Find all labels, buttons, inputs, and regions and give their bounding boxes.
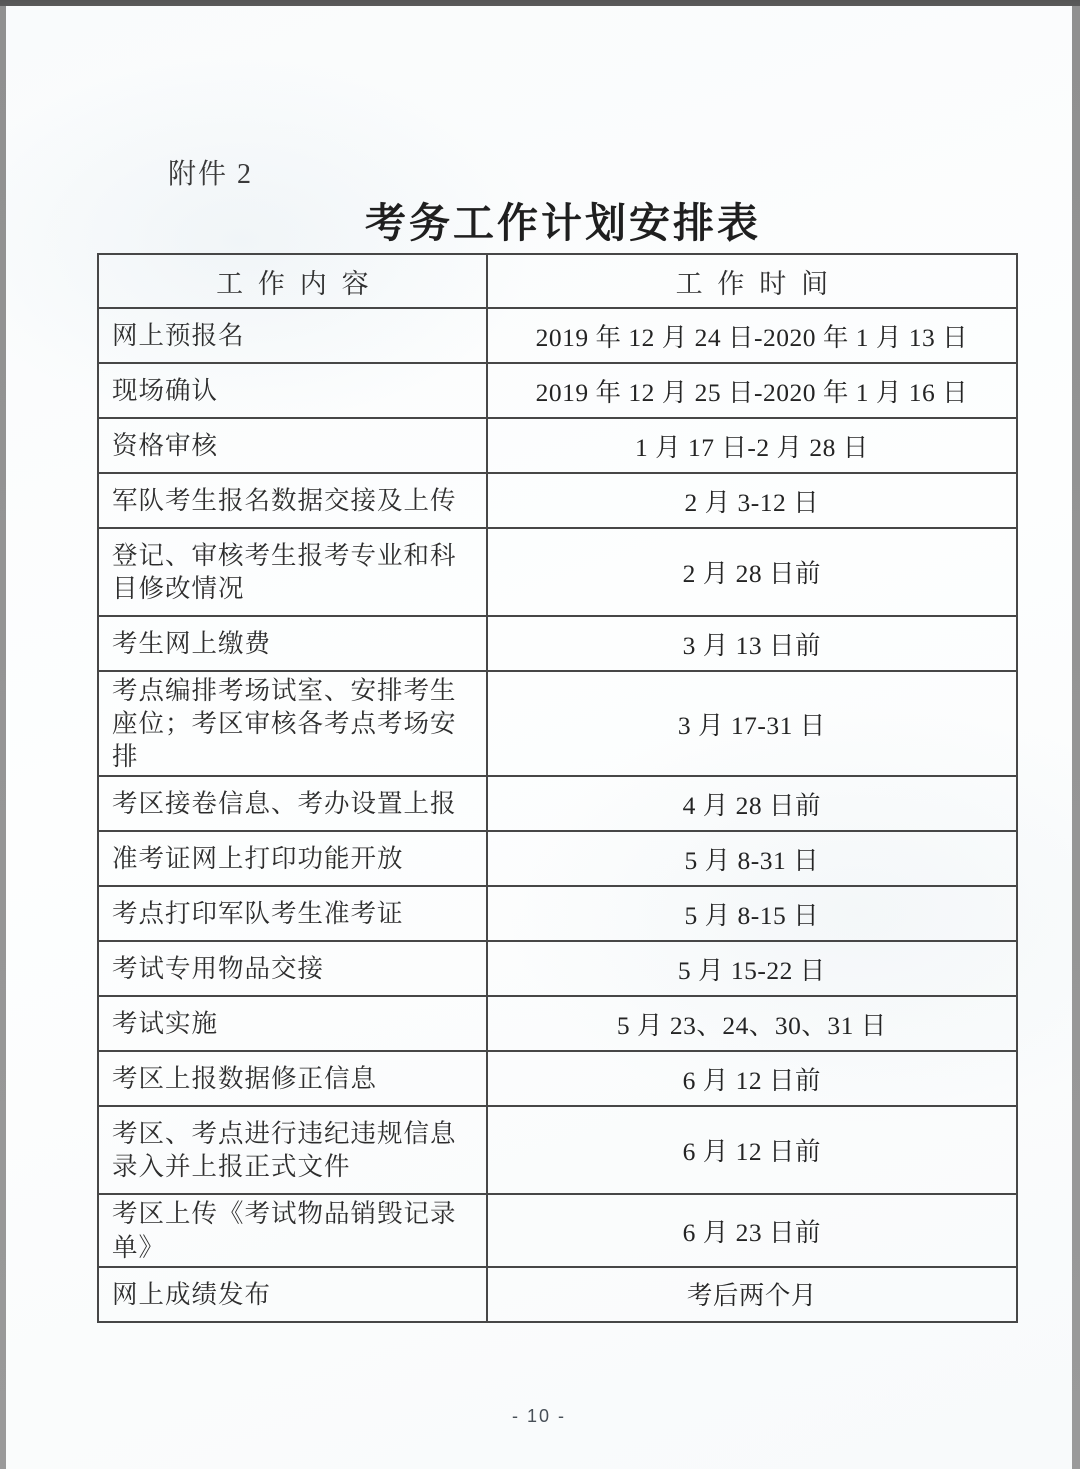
work-content-cell: 准考证网上打印功能开放	[98, 831, 487, 886]
table-row	[98, 996, 1017, 1051]
work-time-cell: 2 月 28 日前	[487, 528, 1017, 616]
work-content-cell: 考试专用物品交接	[98, 941, 487, 996]
table-row	[98, 1267, 1017, 1322]
work-time-cell: 5 月 15-22 日	[487, 941, 1017, 996]
attachment-label: 附件 2	[168, 159, 254, 190]
page-title: 考务工作计划安排表	[365, 200, 761, 246]
work-content-cell: 考点打印军队考生准考证	[98, 886, 487, 941]
table-row	[98, 941, 1017, 996]
work-content-cell: 考区接卷信息、考办设置上报	[98, 776, 487, 831]
work-time-cell: 5 月 8-31 日	[487, 831, 1017, 886]
work-time-cell: 2 月 3-12 日	[487, 473, 1017, 528]
table-row	[98, 528, 1017, 616]
work-content-cell: 考区上传《考试物品销毁记录单》	[98, 1194, 487, 1266]
work-time-cell: 6 月 23 日前	[487, 1194, 1017, 1266]
work-time-cell: 3 月 17-31 日	[487, 671, 1017, 776]
table-row	[98, 418, 1017, 473]
table-row	[98, 776, 1017, 831]
work-time-cell: 考后两个月	[487, 1267, 1017, 1322]
work-content-cell: 考生网上缴费	[98, 616, 487, 671]
table-row	[98, 473, 1017, 528]
work-content-cell: 现场确认	[98, 363, 487, 418]
work-content-cell: 网上预报名	[98, 308, 487, 363]
page-number: - 10 -	[511, 1406, 566, 1426]
work-time-cell: 5 月 8-15 日	[487, 886, 1017, 941]
work-time-cell: 4 月 28 日前	[487, 776, 1017, 831]
work-content-cell: 网上成绩发布	[98, 1267, 487, 1322]
work-content-cell: 考区、考点进行违纪违规信息录入并上报正式文件	[98, 1106, 487, 1194]
work-time-cell: 2019 年 12 月 24 日-2020 年 1 月 13 日	[487, 308, 1017, 363]
schedule-table	[97, 253, 1018, 1323]
work-content-cell: 军队考生报名数据交接及上传	[98, 473, 487, 528]
table-row	[98, 671, 1017, 776]
work-time-cell: 5 月 23、24、30、31 日	[487, 996, 1017, 1051]
work-content-cell: 登记、审核考生报考专业和科目修改情况	[98, 528, 487, 616]
table-row	[98, 1051, 1017, 1106]
work-content-cell: 考区上报数据修正信息	[98, 1051, 487, 1106]
table-row	[98, 363, 1017, 418]
column-header-content: 工作内容	[98, 254, 487, 308]
work-time-cell: 6 月 12 日前	[487, 1051, 1017, 1106]
table-row	[98, 616, 1017, 671]
table-header-row	[98, 254, 1017, 308]
work-time-cell: 3 月 13 日前	[487, 616, 1017, 671]
work-time-cell: 6 月 12 日前	[487, 1106, 1017, 1194]
column-header-time: 工作时间	[487, 254, 1017, 308]
table-row	[98, 886, 1017, 941]
table-row	[98, 308, 1017, 363]
document-page	[6, 6, 1072, 1469]
work-content-cell: 考试实施	[98, 996, 487, 1051]
table-row	[98, 831, 1017, 886]
work-time-cell: 2019 年 12 月 25 日-2020 年 1 月 16 日	[487, 363, 1017, 418]
table-row	[98, 1194, 1017, 1266]
work-time-cell: 1 月 17 日-2 月 28 日	[487, 418, 1017, 473]
work-content-cell: 资格审核	[98, 418, 487, 473]
table-row	[98, 1106, 1017, 1194]
work-content-cell: 考点编排考场试室、安排考生座位；考区审核各考点考场安排	[98, 671, 487, 776]
